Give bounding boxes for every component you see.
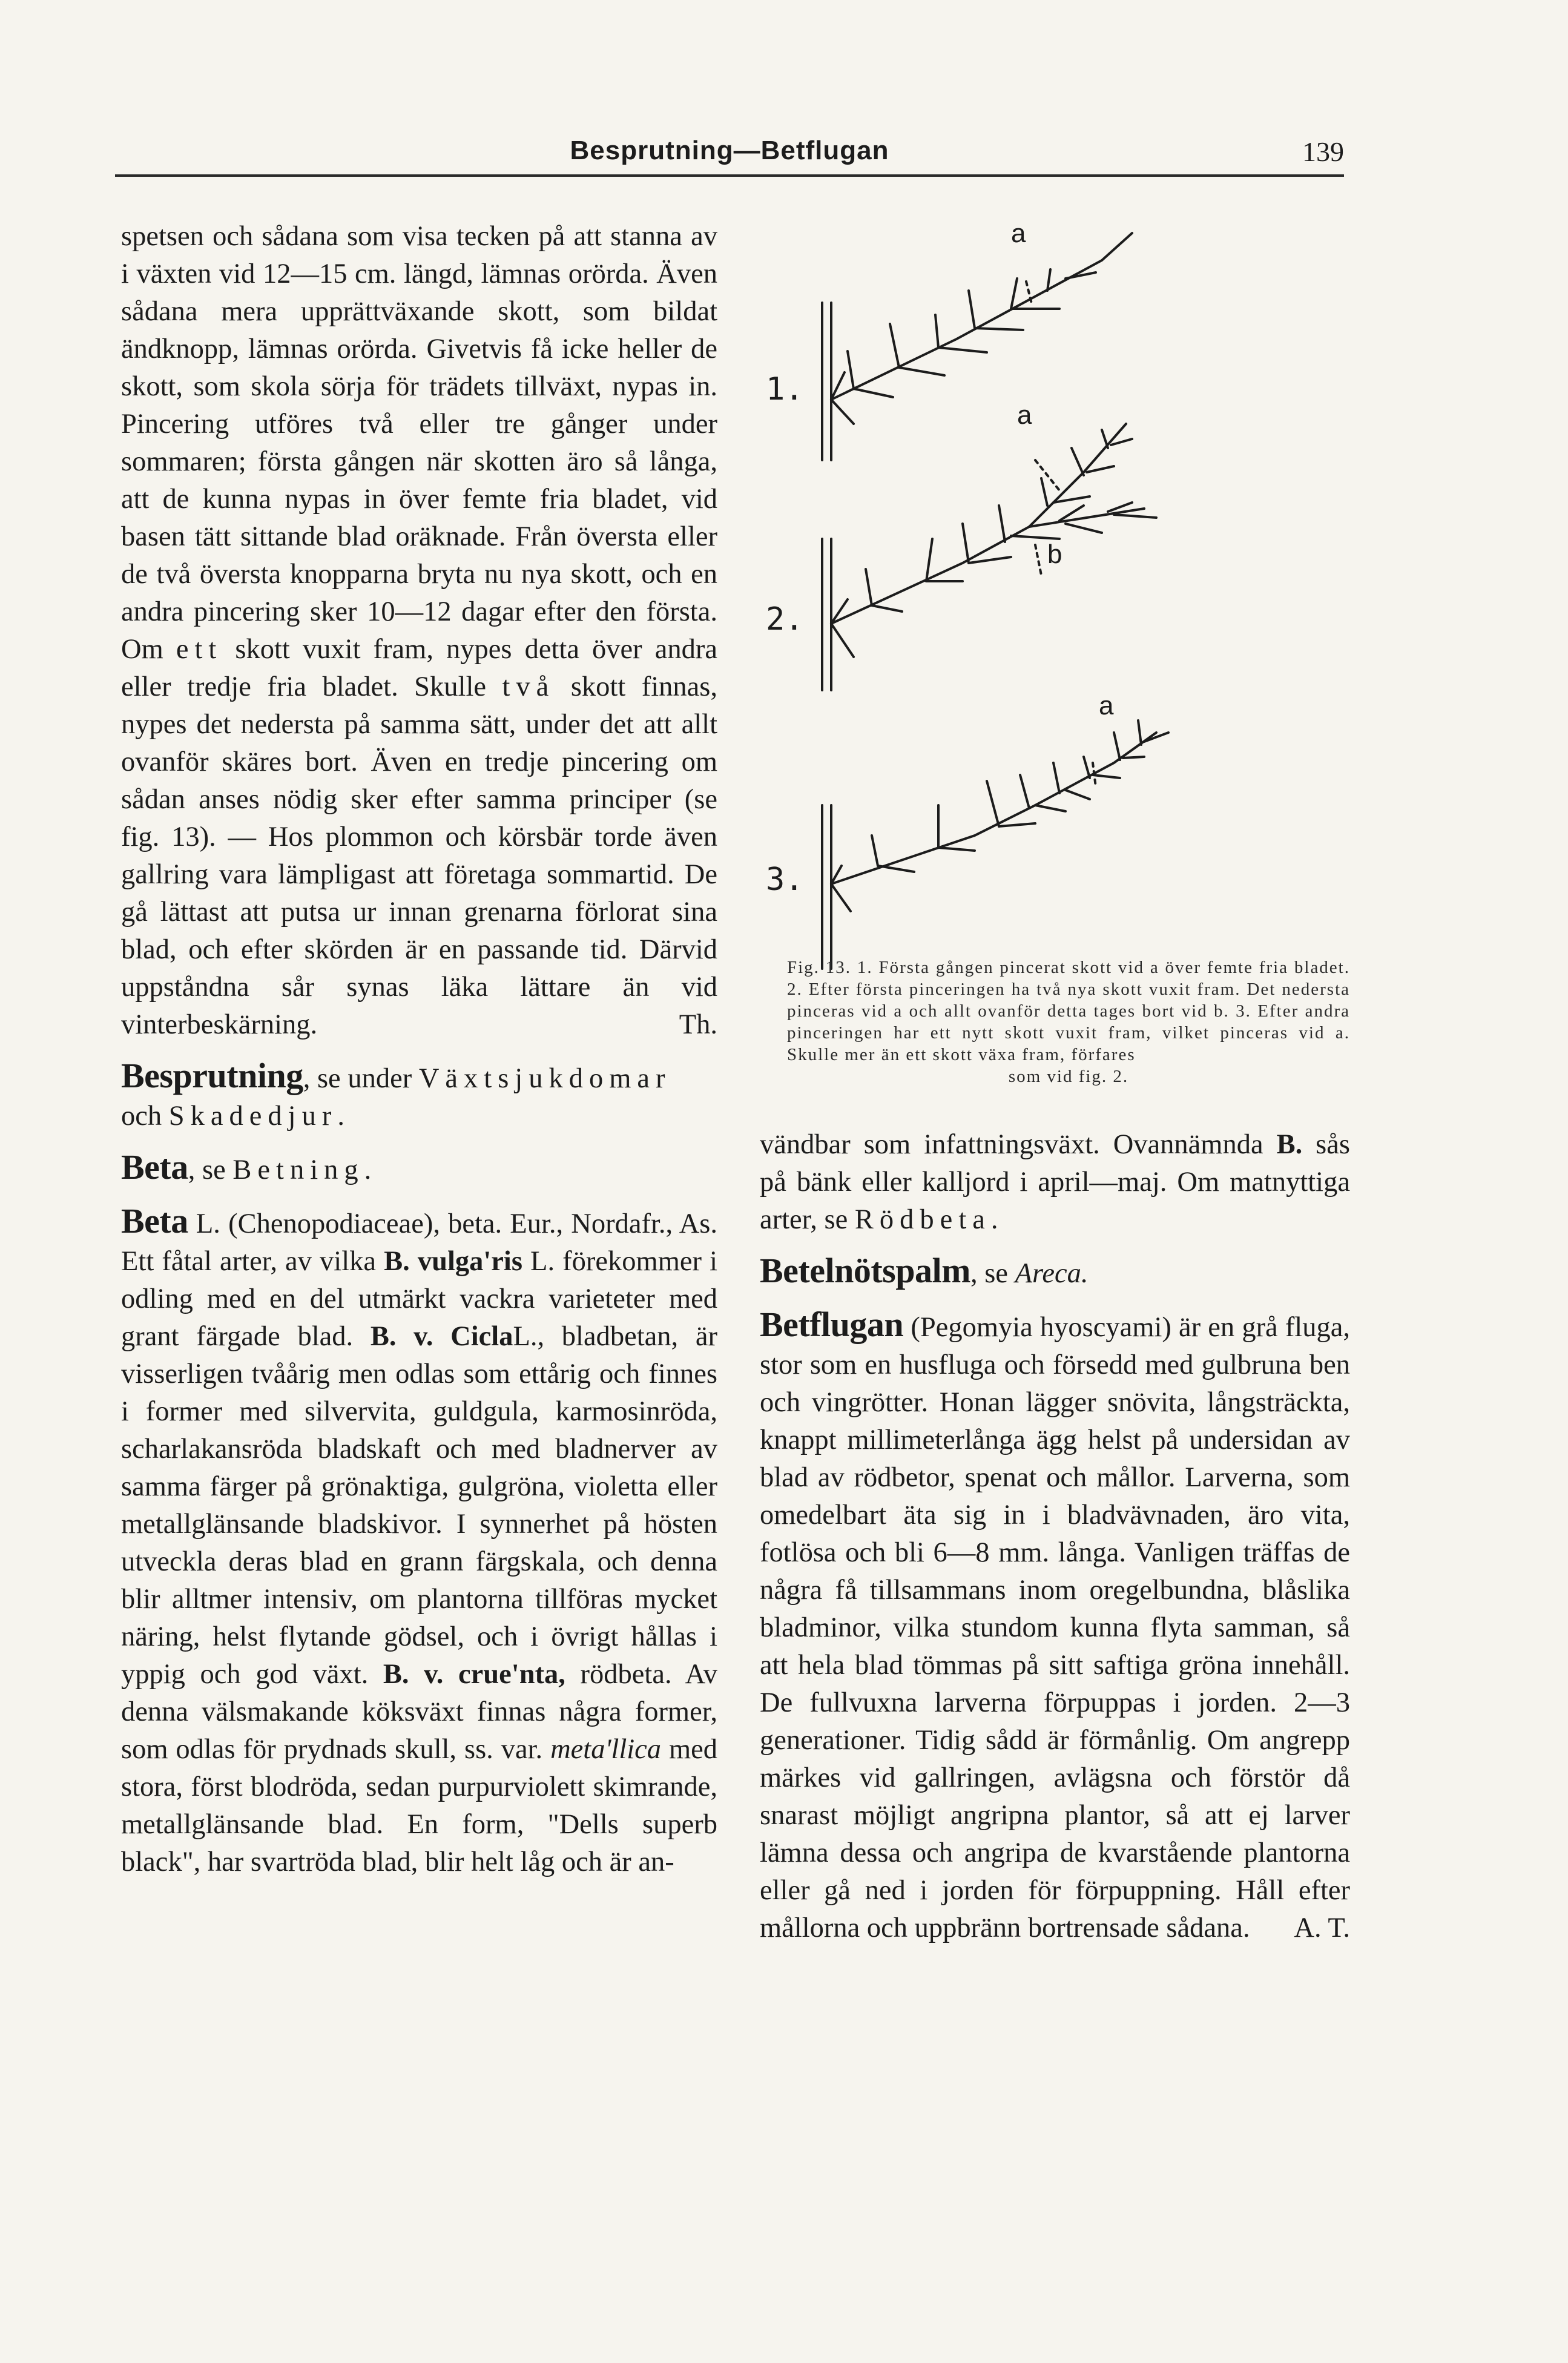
entry-text: , se: [188, 1155, 226, 1185]
beta-continuation: [760, 1126, 1350, 1239]
variety-italic: meta'llica: [550, 1734, 662, 1765]
intro-paragraph: [121, 218, 717, 1044]
intro-signature: Th.: [679, 1009, 717, 1040]
left-column: [121, 218, 717, 1881]
fig-point-a3: a: [1099, 691, 1114, 720]
figure-13: [745, 200, 1356, 975]
right-column: [760, 1126, 1350, 1947]
headword-betelnotspalm: Betelnötspalm: [760, 1251, 970, 1290]
headword-besprutning: Besprutning: [121, 1056, 303, 1095]
running-header: [115, 132, 1344, 177]
entry-text: , se: [970, 1258, 1008, 1289]
fig-point-a2: a: [1017, 400, 1032, 430]
intro-text-3: skott finnas, nypes det nedersta på samma sätt, under det att allt ovanför skäres bort. Även en tredje pincering om sådan anses nödig sker efter samma principer (se fig. 13). — Hos plommon och körsbär torde även gallring vara lämpligast att företaga sommartid. De gå lättast att putsa ur innan grenarna förlorat sina blad, och efter skörden är en passande tid. Därvid uppståndna sår synas läka lättare än vid vinterbeskärning.: [121, 671, 718, 1040]
intro-text: spetsen och sådana som visa tecken på att stanna av i växten vid 12—15 cm. längd, lämnas orörda. Även sådana mera upprättväxande skott, som bildat ändknopp, lämnas orörda. Givetvis få icke heller de skott, som skola sörja för trädets tillväxt, nypas in. Pincering utföres två eller tre gånger under sommaren; första gången när skotten äro så långa, att de kunna nypas in över femte fria bladet, vid basen tätt sittande blad oräknade. Från översta eller de två översta knopparna bryta nu nya skott, och en andra pincering sker 10—12 dagar efter den första. Om: [121, 221, 717, 665]
fig-label-1: 1.: [766, 371, 804, 407]
entry-text: (Pegomyia hyoscyami) är en grå fluga, stor som en husfluga och försedd med gulbruna ben och vingrötter. Honan lägger snövita, långsträckta, knappt millimeterlånga ägg helst på undersidan av blad av rödbetor, spenat och mållor. Larverna, som omedelbart äta sig in i bladvävnaden, äro vita, fotlösa och bli 6—8 mm. långa. Vanligen träffas de några få tillsammans inom oregelbundna, blåslika bladminor, vilka stundom kunna flyta samman, så att hela blad tömmas på sitt saftiga gröna innehåll. De fullvuxna larverna förpuppas i jorden. 2—3 generationer. Tidig sådd är förmånlig. Om angrepp märkes vid gallringen, avlägsna och förstör då snarast möjligt angripna plantor, så att ej larver lämna dessa och angripa de kvarstående plantorna eller gå ned i jorden för förpuppning. Håll efter mållorna och uppbränn bortrensade sådana.: [760, 1312, 1350, 1943]
shoot-3: [831, 720, 1168, 911]
cross-ref-skadedjur[interactable]: Skadedjur: [168, 1101, 338, 1132]
header-title: Besprutning—Betflugan: [570, 136, 889, 165]
entry-text: L., bladbetan, är visserligen tvåårig men odlas som ettårig och finnes i former med silvervita, guldgula, karmosinröda, scharlakansröda bladskaft och med bladnerver av samma färger på grönaktiga, gulgröna, violetta eller metallglänsande bladskivor. I synnerhet på hösten utveckla deras blad en grann färgskala, och denna blir alltmer intensiv, om plantorna tillföras mycket näring, helst flytande gödsel, och i övrigt hållas i yppig och god växt.: [121, 1321, 717, 1690]
figure-caption: [787, 957, 1350, 1087]
cross-ref-betning[interactable]: Betning: [232, 1155, 364, 1185]
intro-emphasis-1: ett: [176, 634, 223, 665]
caption-text: Fig. 13. 1. Första gången pincerat skott vid a över femte fria bladet. 2. Efter första pinceringen ha två nya skott vuxit fram. Det nedersta pinceras vid a och allt ovanför detta tages bort vid b. 3. Efter andra pinceringen har ett nytt skott vuxit fram, vilket pinceras vid a. Skulle mer än ett skott växa fram, förfares: [787, 958, 1350, 1064]
author-signature: A. T.: [1294, 1913, 1350, 1943]
variety-name: B. v. Cicla: [370, 1321, 513, 1352]
cross-ref-vaxtsjukdomar[interactable]: Växtsjukdomar: [418, 1063, 671, 1094]
headword-beta-ref: Beta: [121, 1147, 188, 1187]
headword-betflugan: Betflugan: [760, 1305, 904, 1344]
entry-text: vändbar som infattningsväxt. Ovannämnda: [760, 1129, 1263, 1160]
variety-name: B. v. crue'nta,: [383, 1659, 565, 1690]
entry-text: .: [990, 1204, 998, 1235]
headword-beta: Beta: [121, 1201, 188, 1241]
entry-betflugan: [760, 1306, 1350, 1947]
wall-bar-1: [822, 303, 831, 460]
caption-text-end: som vid fig. 2.: [1008, 1067, 1129, 1086]
species-name: B. vulga'ris: [384, 1246, 522, 1277]
fig-label-3: 3.: [766, 862, 804, 898]
intro-emphasis-2: två: [502, 671, 555, 702]
cross-ref-rodbeta[interactable]: Rödbeta: [854, 1204, 991, 1235]
abbrev-b: B.: [1276, 1129, 1303, 1160]
entry-text: rödbeta. Av denna välsmakande köksväxt finnas några former, som odlas för prydnads skull, ss. var.: [121, 1659, 717, 1765]
entry-beta: [121, 1202, 717, 1881]
entry-text: .: [364, 1155, 372, 1185]
pruning-diagram: [745, 200, 1356, 975]
fig-point-a1: a: [1011, 219, 1026, 248]
entry-text: L. (Chenopodiaceae), beta. Eur., Nordafr., As. Ett fåtal arter, av vilka: [121, 1208, 718, 1277]
wall-bar-2: [822, 539, 831, 690]
fig-point-b2: b: [1047, 539, 1062, 569]
entry-betelnotspalm: [760, 1252, 1350, 1293]
entry-besprutning: [121, 1057, 717, 1135]
entry-text: , se under: [303, 1063, 412, 1094]
fig-label-2: 2.: [766, 601, 804, 638]
entry-text: .: [337, 1101, 344, 1132]
page-number: 139: [1302, 136, 1344, 167]
entry-beta-ref: [121, 1149, 717, 1189]
intro-text-2: skott vuxit fram, nypes detta över andra eller tredje fria bladet. Skulle: [121, 634, 717, 702]
cross-ref-areca[interactable]: Areca.: [1015, 1258, 1089, 1289]
wall-bar-3: [822, 805, 831, 969]
entry-text: och: [121, 1101, 162, 1132]
shoot-1: [831, 233, 1132, 424]
entry-text: med stora, först blodröda, sedan purpurviolett skimrande, metallglänsande blad. En form, "Dells superb black", har svartröda blad, blir helt låg och är an-: [121, 1734, 718, 1877]
shoot-2: [831, 424, 1156, 657]
entry-text: sås på bänk eller kalljord i april—maj. Om matnyttiga arter, se: [760, 1129, 1351, 1235]
entry-text: L. förekommer i odling med en del utmärkt vackra varieteter med grant färgade blad.: [121, 1246, 717, 1352]
